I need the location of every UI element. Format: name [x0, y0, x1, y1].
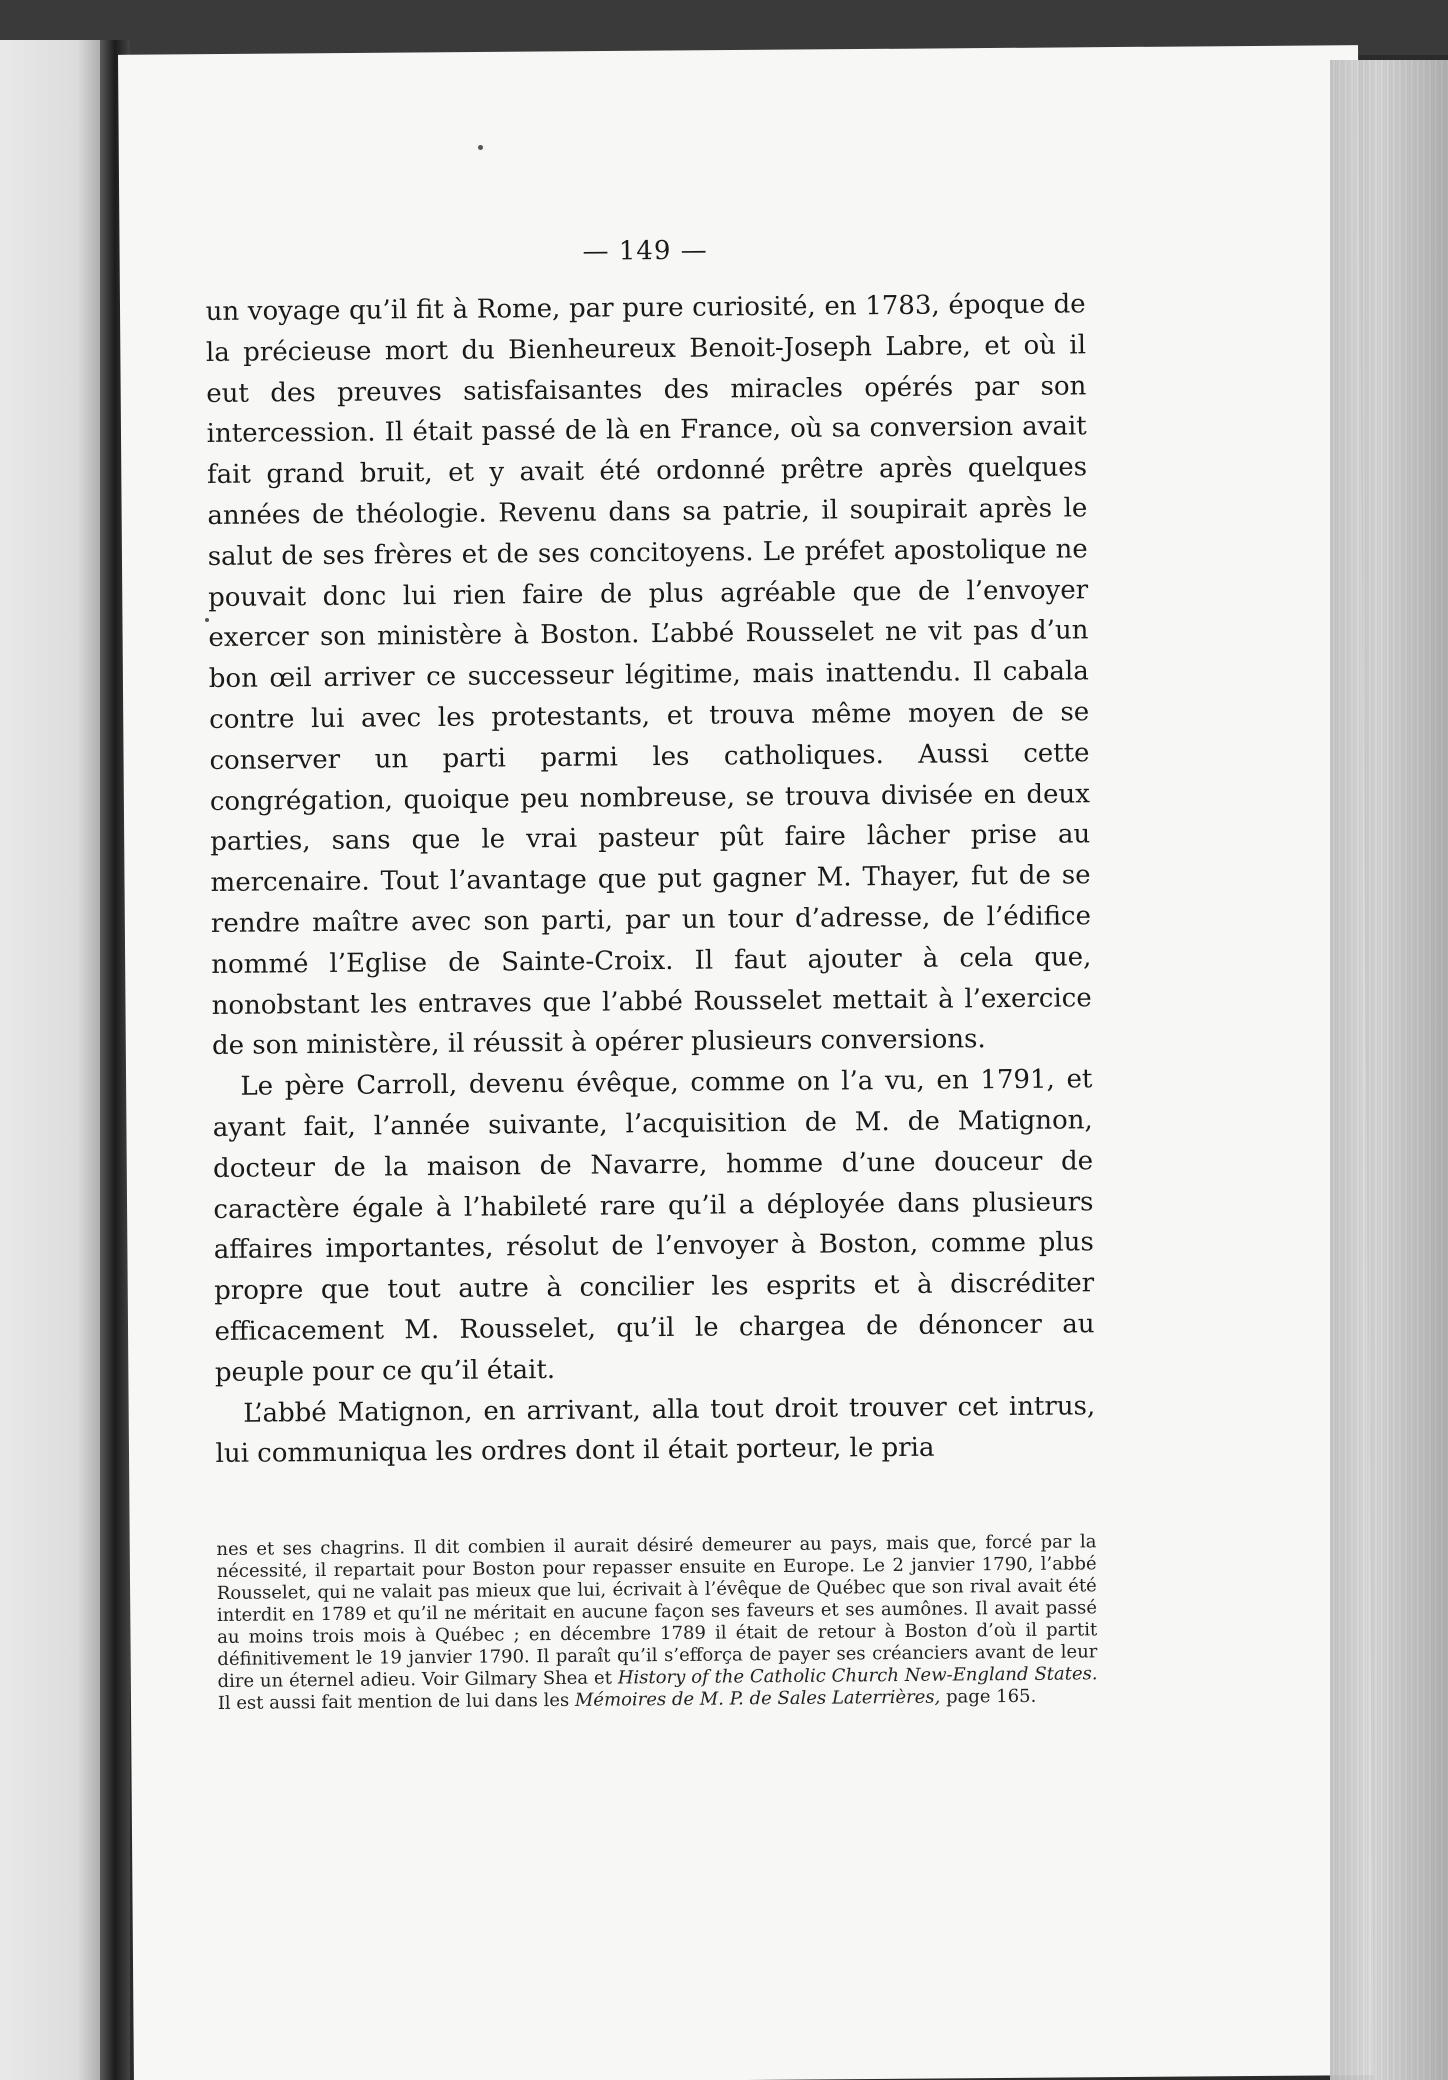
ink-speck: [478, 145, 483, 150]
page-text: [205, 232, 1098, 1715]
footnote-title-2: Mémoires de M. P. de Sales Laterrières,: [574, 1686, 941, 1711]
footnote-title-1: History of the Catholic Church New-England States.: [617, 1663, 1098, 1689]
page-number: — 149 —: [582, 235, 708, 267]
footnote-text-2: Il est aussi fait mention de lui dans les: [217, 1689, 570, 1715]
footnote: [216, 1531, 1098, 1715]
left-page-edge: [0, 40, 110, 2080]
footnote-text-3: page 165.: [945, 1685, 1037, 1708]
paragraph-2: Le père Carroll, devenu évêque, comme on l’a vu, en 1791, et ayant fait, l’année suivante, l’acquisition de M. de Matignon, docteur de la maison de Navarre, homme d’une douceur de caractère égale à l’habileté rare qu’il a déployée dans plusieurs affaires importantes, résolut de l’envoyer à Boston, comme plus propre que tout autre à concilier les esprits et à discréditer efficacement M. Rousselet, qu’il le chargea de dénoncer au peuple pour ce qu’il était.: [212, 1064, 1095, 1388]
paragraph-3: L’abbé Matignon, en arrivant, alla tout droit trouver cet intrus, lui communiqua les ordres dont il était porteur, le pria: [215, 1390, 1096, 1470]
page-stack-edge: [1330, 60, 1448, 2080]
footnote-text-1: nes et ses chagrins. Il dit combien il aurait désiré demeurer au pays, mais que, forcé par la nécessité, il repartait pour Boston pour repasser ensuite en Europe. Le 2 janvier 1790, l’abbé Rousselet, qui ne valait pas mieux que lui, écrivait à l’évêque de Québec que son rival avait été interdit en 1789 et qu’il ne méritait en aucune façon ses faveurs et ses aumônes. Il avait passé au moins trois mois à Québec ; en décembre 1789 il était de retour à Boston d’où il partit définitivement le 19 janvier 1790. Il paraît qu’il s’efforça de payer ses créanciers avant de leur dire un éternel adieu. Voir Gilmary Shea et: [216, 1531, 1098, 1693]
paragraph-1: un voyage qu’il fit à Rome, par pure curiosité, en 1783, époque de la précieuse mort du Bienheureux Benoit-Joseph Labre, et où il eut des preuves satisfaisantes des miracles opérés par son intercession. Il était passé de là en France, où sa conversion avait fait grand bruit, et y avait été ordonné prêtre après quelques années de théologie. Revenu dans sa patrie, il soupirait après le salut de ses frères et de ses concitoyens. Le préfet apostolique ne pouvait donc lui rien faire de plus agréable que de l’envoyer exercer son ministère à Boston. L’abbé Rousselet ne vit pas d’un bon œil arriver ce successeur légitime, mais inattendu. Il cabala contre lui avec les protestants, et trouva même moyen de se conserver un parti parmi les catholiques. Aussi cette congrégation, quoique peu nombreuse, se trouva divisée en deux parties, sans que le vrai pasteur pût faire lâcher prise au mercenaire. Tout l’avantage que put gagner M. Thayer, fut de se rendre maître avec son parti, par un tour d’adresse, de l’édifice nommé l’Eglise de Sainte-Croix. Il faut ajouter à cela que, nonobstant les entraves que l’abbé Rousselet mettait à l’exercice de son ministère, il réussit à opérer plusieurs conversions.: [205, 289, 1092, 1062]
